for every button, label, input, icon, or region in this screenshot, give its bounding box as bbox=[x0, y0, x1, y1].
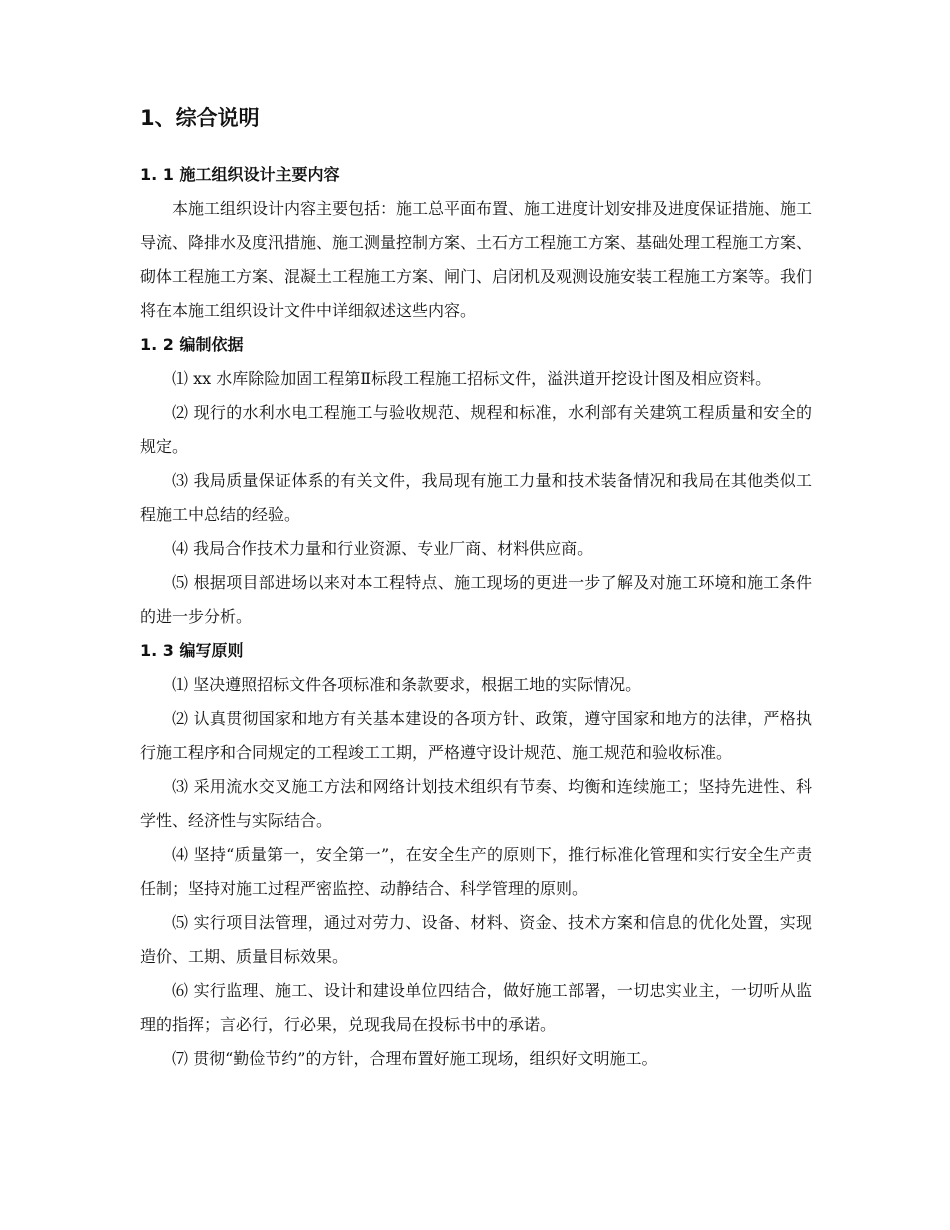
section-heading: 1. 1 施工组织设计主要内容 bbox=[140, 165, 340, 184]
list-item: ⑵ 认真贯彻国家和地方有关基本建设的各项方针、政策，遵守国家和地方的法律，严格执行施工程序和合同规定的工程竣工工期，严格遵守设计规范、施工规范和验收标准。 bbox=[140, 709, 812, 762]
paragraph: 本施工组织设计内容主要包括：施工总平面布置、施工进度计划安排及进度保证措施、施工导流、降排水及度汛措施、施工测量控制方案、土石方工程施工方案、基础处理工程施工方案、砌体工程施工方案、混凝土工程施工方案、闸门、启闭机及观测设施安装工程施工方案等。我们将在本施工组织设计文件中详细叙述这些内容。 bbox=[140, 199, 813, 320]
list-item: ⑺ 贯彻“勤俭节约”的方针，合理布置好施工现场，组织好文明施工。 bbox=[172, 1049, 658, 1068]
list-item: ⑶ 采用流水交叉施工方法和网络计划技术组织有节奏、均衡和连续施工；坚持先进性、科学性、经济性与实际结合。 bbox=[140, 777, 812, 830]
section-heading: 1. 2 编制依据 bbox=[140, 335, 244, 354]
list-item: ⑶ 我局质量保证体系的有关文件，我局现有施工力量和技术装备情况和我局在其他类似工程施工中总结的经验。 bbox=[140, 471, 812, 524]
list-item: ⑴ xx 水库除险加固工程第Ⅱ标段工程施工招标文件，溢洪道开挖设计图及相应资料。 bbox=[172, 369, 772, 388]
list-item: ⑷ 我局合作技术力量和行业资源、专业厂商、材料供应商。 bbox=[172, 539, 594, 558]
list-item: ⑷ 坚持“质量第一，安全第一”，在安全生产的原则下，推行标准化管理和实行安全生产责任制；坚持对施工过程严密监控、动静结合、科学管理的原则。 bbox=[140, 845, 812, 898]
section-heading: 1. 3 编写原则 bbox=[140, 641, 244, 660]
list-item: ⑵ 现行的水利水电工程施工与验收规范、规程和标准，水利部有关建筑工程质量和安全的规定。 bbox=[140, 403, 812, 456]
list-item: ⑸ 根据项目部进场以来对本工程特点、施工现场的更进一步了解及对施工环境和施工条件的进一步分析。 bbox=[140, 573, 812, 626]
document-body bbox=[140, 100, 812, 1076]
list-item: ⑹ 实行监理、施工、设计和建设单位四结合，做好施工部署，一切忠实业主，一切听从监理的指挥；言必行，行必果，兑现我局在投标书中的承诺。 bbox=[140, 981, 812, 1034]
list-item: ⑸ 实行项目法管理，通过对劳力、设备、材料、资金、技术方案和信息的优化处置，实现造价、工期、质量目标效果。 bbox=[140, 913, 812, 966]
document-title: 1、综合说明 bbox=[140, 106, 260, 130]
list-item: ⑴ 坚决遵照招标文件各项标准和条款要求，根据工地的实际情况。 bbox=[172, 675, 642, 694]
